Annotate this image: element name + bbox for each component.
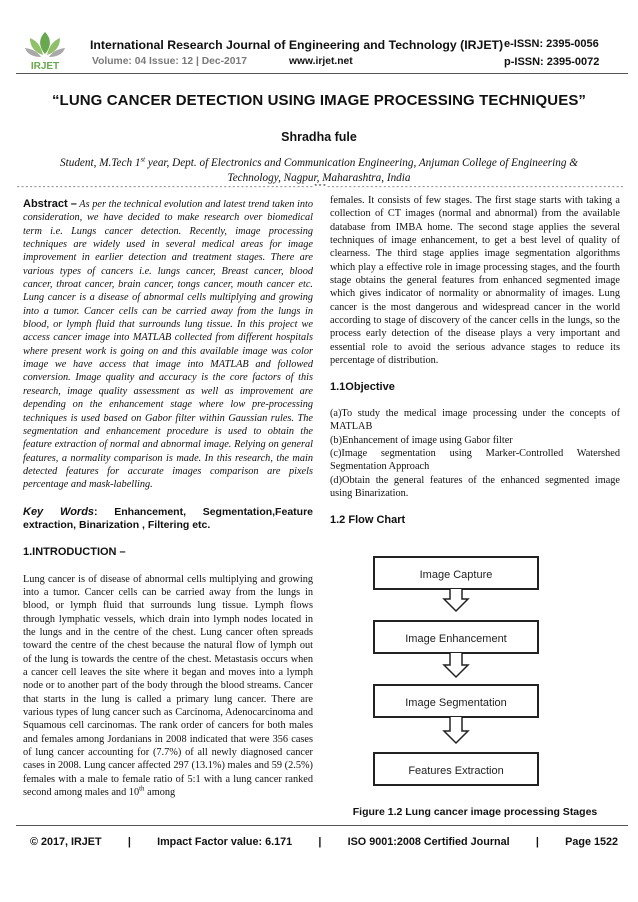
p-issn: p-ISSN: 2395-0072 <box>504 56 600 68</box>
introduction-continued: females. It consists of few stages. The first stage starts with taking a collection of CT images (normal and abnormal) from the available database from IMBA home. The second stage applies the several techniques of image enhancement, to get a best level of quality of clearness. The third stage applies image segmentation algorithms which play a effective role in image processing stages, and the fourth stage obtains the general features from enhanced segmented image which gives indicator of normality or abnormality of images. Lung cancer is the most dangerous and widespread cancer in the world according to stage of discovery of the cancer cells in the lungs, so the process early detection of the disease plays a very important and essential role to avoid the serious advance stages to reduce its percentage of distribution. <box>330 195 620 367</box>
abstract-label: Abstract – <box>23 198 77 210</box>
header-divider <box>16 73 628 74</box>
flow-label: Image Segmentation <box>405 697 507 709</box>
flow-box-features-extraction <box>374 753 538 785</box>
flow-label: Features Extraction <box>408 765 504 777</box>
footer-divider <box>16 825 628 826</box>
flow-box-image-segmentation <box>374 685 538 717</box>
flow-label: Image Capture <box>419 569 493 581</box>
flow-arrow-down-icon <box>444 589 468 611</box>
objective-item: (c)Image segmentation using Marker-Controlled Watershed Segmentation Approach <box>330 447 620 473</box>
right-column <box>330 194 620 528</box>
journal-title: International Research Journal of Engineering and Technology (IRJET) <box>90 38 504 52</box>
abstract-text: As per the technical evolution and latest trend taken into consideration, we have decided to make research over biomedical term i.e. Lungs cancer detection. Recently, image processing techniques are widely used in several medical areas for image improvement in earlier detection and treatment stages. There are various types of cancers i.e. lungs cancer, Breast cancer, blood cancer, throat cancer, brain cancer, tongs cancer, mouth cancer etc. Lung cancer is a disease of abnormal cells multiplying and growing into a tumor. Cancer cells can be carried away from the lungs in blood, or lymph fluid that surrounds lung tissue. In this project we access cancer image into MATLAB collected from different hospitals where present work is going on and this available image was color image we have access that image into MATLAB and followed conversion. Image quality and accuracy is the core factors of this research, image quality assessment as well as improvement are depending on the enhancement stage where low pre-processing techniques is used based on Gabor filter within Gaussian rules. The segmentation and enhancement procedure is used to obtain the feature extraction of normal and abnormal image. Relying on general features, a normality comparison is made. In this research, the main detected features for accurate images comparison are pixels percentage and mask-labelling. <box>23 199 314 491</box>
introduction-text: Lung cancer is of disease of abnormal cells multiplying and growing into a tumor. Cancer cells can be carried away from the lungs in blood, or lymph fluid that surrounds lung tissue. Lymph flows through lymphatic vessels, which drain into lymph nodes located in the lungs and in the centre of the chest. Lung cancer often spreads toward the centre of the chest because the natural flow of lymph out of the lung is towards the centre of the chest. Metastasis occurs when a cancer cell leaves the site where it began and moves into a lymph node or to another part of the body through the blood streams. Cancer that starts in the lung is called a primary lung cancer. There are various types of lung cancer such as Carcinoma, Adenocarcinoma and Squamous cell carcinomas. The rank order of cancers for both males and females among Jordanians in 2008 indicated that were 356 cases of lung cancer accounting for (7.7%) of all newly diagnosed cancer cases in 2008. Lung cancer affected 297 (13.1%) males and 59 (2.5%) females with a male to female ratio of 5:1 with a lung cancer ranked second among males and 10th among <box>23 573 313 799</box>
abstract <box>23 198 313 492</box>
left-column <box>23 198 313 799</box>
footer-divider-bar: | <box>318 836 322 848</box>
keywords: Key Words: Enhancement, Segmentation,Feature extraction, Binarization , Filtering etc. <box>23 505 313 531</box>
flow-arrow-down-icon <box>444 717 468 743</box>
flowchart-figure <box>372 555 582 803</box>
objective-item: (b)Enhancement of image using Gabor filter <box>330 434 513 446</box>
author-affiliation: Student, M.Tech 1st year, Dept. of Electronics and Communication Engineering, Anjuman College of Engineering & Technology, Nagpur, Maharashtra, India <box>60 155 578 184</box>
flow-label: Image Enhancement <box>405 633 507 645</box>
objective-heading: 1.1Objective <box>330 381 395 394</box>
introduction-heading: 1.INTRODUCTION – <box>23 546 126 559</box>
website-link[interactable]: www.irjet.net <box>289 56 353 67</box>
e-issn: e-ISSN: 2395-0056 <box>504 38 599 50</box>
objective-list <box>330 407 620 500</box>
flow-box-image-enhancement <box>374 621 538 653</box>
logo-leaf-icon <box>25 32 65 57</box>
footer-divider-bar: | <box>535 836 539 848</box>
objective-item: (a)To study the medical image processing under the concepts of MATLAB <box>330 407 620 433</box>
author-name: Shradha fule <box>281 130 357 144</box>
paper-title: “LUNG CANCER DETECTION USING IMAGE PROCESSING TECHNIQUES” <box>51 92 587 109</box>
footer-page-number: Page 1522 <box>565 836 618 848</box>
footer-impact-factor: Impact Factor value: 6.171 <box>157 836 293 848</box>
flow-box-image-capture <box>374 557 538 589</box>
journal-logo <box>22 30 68 72</box>
objective-item: (d)Obtain the general features of the enhanced segmented image using Binarization. <box>330 474 620 499</box>
flowchart-heading: 1.2 Flow Chart <box>330 514 406 527</box>
logo-text: IRJET <box>30 61 60 72</box>
page-footer <box>30 836 618 848</box>
section-separator: ---------------------------------------------------------------------***--------------------------------------------------------------------- <box>16 184 625 192</box>
footer-divider-bar: | <box>127 836 131 848</box>
footer-iso: ISO 9001:2008 Certified Journal <box>347 836 510 848</box>
figure-caption: Figure 1.2 Lung cancer image processing Stages <box>352 806 598 818</box>
volume-issue: Volume: 04 Issue: 12 | Dec-2017 <box>92 56 247 67</box>
flow-arrow-down-icon <box>444 653 468 677</box>
footer-copyright: © 2017, IRJET <box>30 836 102 848</box>
